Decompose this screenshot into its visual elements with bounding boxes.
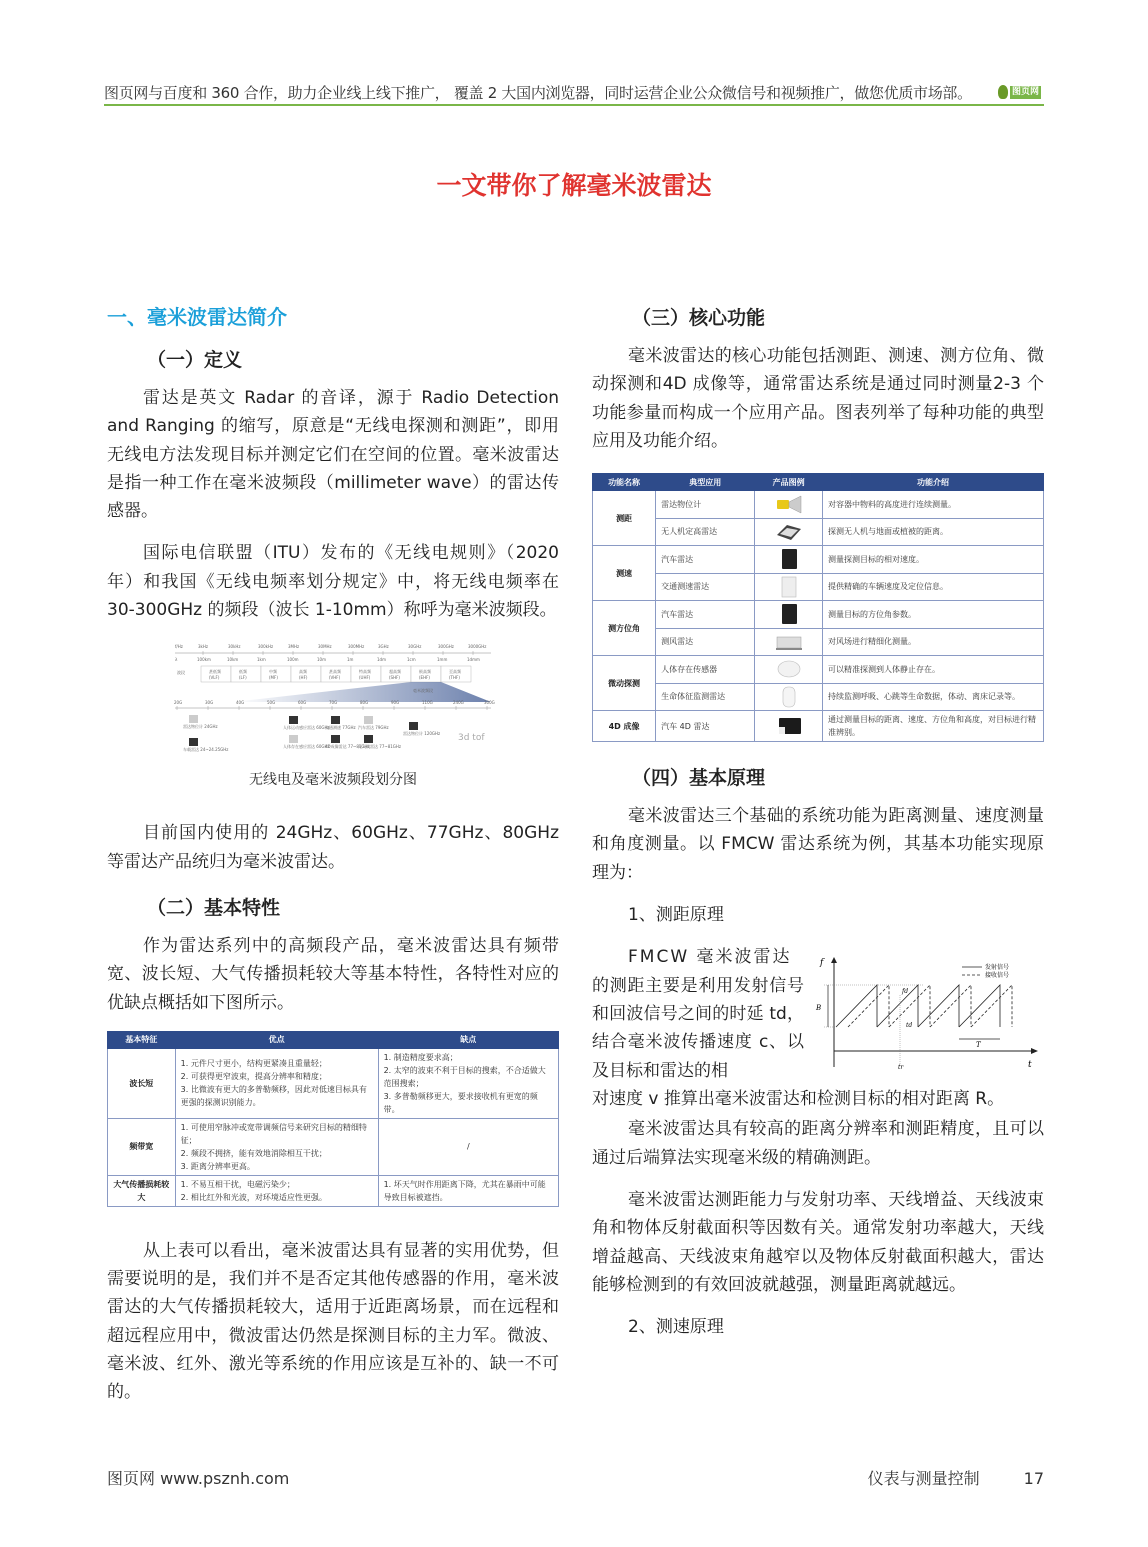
product-label: 人体运动感应雷达 60GHz [283,725,330,731]
meter-horn [789,496,801,513]
feature-cell: 频带宽 [108,1118,176,1175]
traffic-body [782,577,796,597]
paragraph-conclusion: 从上表可以看出，毫米波雷达具有显著的实用优势，但需要说明的是，我们并不是否定其他传感器的作用，毫米波雷达的大气传播损耗较大，适用于近距离场景，而在远程和超远程应用中，微波雷达仍然是探测目标的主力军。微波、毫米波、红外、激光等系统的作用应该是互补的、缺一不可的。 [107,1240,559,1403]
paragraph-radar-definition: 雷达是英文 Radar 的音译，源于 Radio Detection and Ranging 的缩写，原意是“无线电探测和测距”，即用无线电方法发现目标并测定它们在空间的位置。毫米波雷达是指一种工作在毫米波频段（millimeter wave）的雷达传感器。 [107,388,559,522]
product-icon [289,735,298,743]
freq-tick-label: 3GHz [378,644,389,650]
function-name-cell: 测距 [593,491,656,546]
product-icon [289,716,298,724]
table-row [593,683,1044,711]
logo-text: 图页网 [1012,86,1040,97]
legend-rx-label: 接收信号 [985,972,1010,980]
application-cell: 汽车 4D 雷达 [656,711,755,742]
fmcw-paragraph [592,943,804,1084]
car-radar-image [773,548,805,570]
band-name: 中频 [269,669,277,675]
application-cell: 无人机定高雷达 [656,518,755,546]
function-name-cell: 测速 [593,546,656,601]
application-cell: 生命体征监测雷达 [656,683,755,711]
product-image-cell [755,601,823,629]
pros-item: 2. 可获得更窄波束，提高分辨率和精度； [180,1072,327,1082]
table-row [593,711,1044,742]
mm-tick-label: 70G [329,700,338,706]
presence-sensor-image [773,658,805,680]
mmwave-highlight [233,682,491,702]
product-image-cell [755,518,823,546]
function-name-cell: 微动探测 [593,656,656,711]
application-cell: 交通测速雷达 [656,573,755,601]
subheading-definition: （一）定义 [147,349,243,371]
product-label: 4D成像雷达 77~81GHz [325,744,370,750]
rx-chirp [971,985,1012,1027]
table-row [593,518,1044,546]
label-fd: fd [902,988,909,996]
cons-cell [378,1175,558,1206]
product-image-cell [755,628,823,656]
table-row [593,601,1044,629]
radar-body [782,549,797,569]
vital-radar-image [773,686,805,708]
characteristics-table [107,1031,559,1207]
wind-base [776,648,802,650]
footer-site: 图页网 www.psznh.com [107,1469,290,1488]
product-image-cell [755,491,823,519]
description-cell: 测量目标的方位角参数。 [822,601,1043,629]
fmcw-text-last: 对速度 v 推算出毫米波雷达和检测目标的相对距离 R。 [592,1089,1005,1110]
article-title: 一文带你了解毫米波雷达 [436,171,712,200]
banner-text: 图页网与百度和 360 合作，助力企业线上线下推广， 覆盖 2 大国内浏览器，同时运营企业公众微信号和视频推广，做您优质市场部。 [104,84,972,102]
pros-item: 2. 频段不拥挤，能有效地消除相互干扰； [180,1148,327,1158]
table-row [593,546,1044,574]
figure-caption: 无线电及毫米波频段划分图 [249,772,417,789]
4d-radar-image [773,715,805,737]
band-label: 波段 [177,670,185,676]
level-meter-image [773,493,805,515]
lambda-label: λ [175,657,178,663]
traffic-radar-image [773,576,805,598]
wavelength-tick-label: 10km [227,657,239,663]
freq-tick-label: 3000GHz [468,644,487,650]
product-icon [409,722,418,730]
feature-cell: 波长短 [108,1048,176,1118]
band-name: 低频 [239,669,247,675]
band-name: 至高频 [449,669,461,675]
x-arrow [1031,1048,1038,1054]
sensor-disk [778,661,800,677]
label-td: td [906,1022,913,1030]
drone-radar-image [773,521,805,543]
product-icon [331,716,340,724]
product-label: 人体存在感应雷达 60GHz [283,744,330,750]
freq-tick-label: 300kHz [258,644,274,650]
col-header-cons: 缺点 [378,1031,558,1048]
pros-item: 3. 距离分辨率更高。 [180,1161,255,1171]
y-axis-label: f [820,958,824,969]
wavelength-tick-label: 1cm [407,657,416,663]
freq-tick-label: 30kHz [228,644,241,650]
band-name: 超高频 [389,669,401,675]
cons-cell [378,1118,558,1175]
band-code: (MF) [269,675,278,681]
application-cell: 汽车雷达 [656,546,755,574]
product-label: 雷达物位计 24GHz [183,724,218,730]
radar4d-port [779,727,785,734]
subheading-characteristics: （二）基本特性 [147,896,281,919]
cons-item: 2. 太窄的波束不利于目标的搜索，不合适做大范围搜索； [383,1065,546,1088]
pros-cell [175,1048,378,1118]
car-radar-image [773,603,805,625]
header-banner [104,82,1044,106]
footer-section: 仪表与测量控制 [867,1469,980,1488]
function-name-cell: 测方位角 [593,601,656,656]
paragraph-characteristics: 作为雷达系列中的高频段产品，毫米波雷达具有频带宽、波长短、大气传播损耗较大等基本特性，各特性对应的优缺点概括如下图所示。 [107,935,559,1013]
description-cell: 测量探测目标的相对速度。 [822,546,1043,574]
product-image-cell [755,711,823,742]
wavelength-tick-label: 100km [197,657,211,663]
application-cell: 测风雷达 [656,628,755,656]
mm-tick-label: 90G [391,700,400,706]
paragraph-precision: 毫米波雷达具有较高的距离分辨率和测距精度，且可以通过后端算法实现毫米级的精确测距。 [592,1119,1044,1168]
col-header-feature: 基本特征 [108,1031,176,1048]
fmcw-section [592,943,1044,1110]
mm-tick-label: 60G [298,700,307,706]
right-column [592,300,1044,1355]
table-row [593,628,1044,656]
band-code: (LF) [239,675,247,681]
table-row [108,1118,559,1175]
freq-tick-label: 30GHz [408,644,422,650]
fmcw-text-rest: 的测距主要是利用发射信号和回波信号之间的时延 td，结合毫米波传播速度 c、以及目标和雷达的相 [592,975,804,1081]
page-number: 17 [1023,1469,1044,1488]
paragraph-principles: 毫米波雷达三个基础的系统功能为距离测量、速度测量和角度测量。以 FMCW 雷达系统为例，其基本功能实现原理为： [592,806,1044,883]
pros-item: 1. 元件尺寸更小，结构更紧凑且重量轻； [180,1059,327,1069]
mm-tick-label: 80G [360,700,369,706]
description-cell: 提供精确的车辆速度及定位信息。 [822,573,1043,601]
mm-tick-label: 300G [484,700,495,706]
band-name: 甚高频 [329,669,341,675]
cons-item: 1. 坏天气时作用距离下降，尤其在暴雨中可能导致目标被遮挡。 [383,1179,546,1202]
pros-item: 1. 可使用窄脉冲或宽带调频信号来研究目标的精细特征； [180,1122,367,1145]
fmcw-chirp-diagram [814,955,1044,1073]
band-code: (THF) [449,675,460,681]
wavelength-tick-label: 1dm [377,657,386,663]
leaf-icon [998,85,1008,99]
mm-tick-label: 20G [174,700,183,706]
product-image-cell [755,573,823,601]
product-icon [189,715,198,723]
freq-axis-label: f/Hz [175,644,183,650]
band-code: (SHF) [389,675,400,681]
paragraph-itu: 国际电信联盟（ITU）发布的《无线电规则》（2020 年）和我国《无线电频率划分规定》中，将无线电频率在 30-300GHz 的频段（波长 1-10mm）称呼为毫米波频段。 [107,543,559,621]
fmcw-text-first: FMCW 毫米波雷达 [628,947,792,968]
label-T: T [976,1041,981,1050]
col-header-description: 功能介绍 [822,474,1043,491]
pros-cell [175,1175,378,1206]
mm-tick-label: 110G [422,700,433,706]
label-B: B [816,1004,822,1013]
table-row [108,1048,559,1118]
product-label: 无人机雷达 77~81GHz [358,744,402,750]
frequency-band-diagram [173,640,493,765]
product-icon [364,735,373,743]
left-column [107,300,559,1421]
subheading-core-functions: （三）核心功能 [632,307,766,329]
feature-cell: 大气传播损耗较大 [108,1175,176,1206]
band-code: (EHF) [419,675,430,681]
paragraph-core-functions: 毫米波雷达的核心功能包括测距、测速、测方位角、微动探测和4D 成像等，通常雷达系统是通过同时测量2-3 个功能参量而构成一个应用产品。图表列举了每种功能的典型应用及功能介绍。 [592,346,1044,451]
band-code: (VLF) [209,675,220,681]
mm-tick-label: 240G [453,700,464,706]
mmwave-label: 毫米波频段 [413,688,433,694]
pros-item: 2. 相比红外和光波，对环境适应性更强。 [180,1192,327,1202]
band-name: 特高频 [359,669,371,675]
frequency-band-figure [173,640,493,765]
tx-chirp [836,985,877,1027]
table-row [593,491,1044,519]
description-cell: 探测无人机与地面或植被的距离。 [822,518,1043,546]
mm-tick-label: 30G [205,700,214,706]
freq-tick-label: 300MHz [348,644,365,650]
table-row [593,656,1044,684]
radar-body [782,604,797,624]
freq-tick-label: 30MHz [318,644,332,650]
description-cell: 可以精准探测到人体静止存在。 [822,656,1043,684]
label-tr: tr [898,1064,904,1072]
product-image-cell [755,546,823,574]
product-image-cell [755,656,823,684]
item-velocity-principle: 2、测速原理 [628,1317,724,1338]
cons-item: 3. 多普勒频移更大，要求接收机有更宽的频带。 [383,1091,538,1114]
table-row [593,573,1044,601]
col-header-pros: 优点 [175,1031,378,1048]
wavelength-tick-label: 1dmm [467,657,480,663]
description-cell: 持续监测呼吸、心跳等生命数据，体动、离床记录等。 [822,683,1043,711]
product-label: 汽车雷达 79GHz [358,725,389,731]
cons-item: / [466,1142,470,1152]
paragraph-range-factors: 毫米波雷达测距能力与发射功率、天线增益、天线波束角和物体反射截面积等因数有关。通常发射功率越大，天线增益越高、天线波束角越窄以及物体反射截面积越大，雷达能够检测到的有效回波就越强，测量距离就越远。 [592,1189,1044,1295]
product-image-cell [755,683,823,711]
table-row [108,1175,559,1206]
product-label: 交通测速 77GHz [325,725,356,731]
site-logo[interactable] [998,83,1042,101]
footer-right [868,1466,1044,1489]
band-name: 甚低频 [209,669,221,675]
pros-cell [175,1118,378,1175]
description-cell: 对风场进行精细化测量。 [822,628,1043,656]
wind-box [777,637,801,648]
application-cell: 汽车雷达 [656,601,755,629]
application-cell: 雷达物位计 [656,491,755,519]
function-name-cell: 4D 成像 [593,711,656,742]
product-label: 车载雷达 24~24.25GHz [183,747,229,753]
band-code: (VHF) [329,675,341,681]
subheading-principles: （四）基本原理 [632,767,766,790]
wind-radar-image [773,631,805,653]
paragraph-products: 目前国内使用的 24GHz、60GHz、77GHz、80GHz 等雷达产品统归为毫米波雷达。 [107,823,559,872]
band-code: (UHF) [359,675,371,681]
vital-body [783,687,795,707]
band-name: 高频 [299,669,307,675]
legend-tx-label: 发射信号 [985,964,1010,972]
product-icon [331,735,340,743]
section-heading-intro: 一、毫米波雷达简介 [107,305,287,329]
pros-item: 3. 比微波有更大的多普勒频移，因此对低速目标具有更强的探测识别能力。 [180,1085,367,1108]
band-code: (HF) [299,675,308,681]
freq-tick-label: 3kHz [198,644,208,650]
pros-item: 1. 不易互相干扰，电磁污染少； [180,1179,295,1189]
cons-cell [378,1048,558,1118]
wavelength-tick-label: 100m [287,657,299,663]
functions-table [592,473,1044,742]
description-cell: 通过测量目标的距离、速度、方位角和高度，对目标进行精准辨别。 [822,711,1043,742]
mm-tick-label: 40G [236,700,245,706]
watermark: 3d tof [458,733,485,744]
col-header-application: 典型应用 [656,474,755,491]
wavelength-tick-label: 1mm [437,657,448,663]
wavelength-tick-label: 1km [257,657,266,663]
application-cell: 人体存在传感器 [656,656,755,684]
freq-tick-label: 300GHz [438,644,454,650]
y-arrow [831,957,837,963]
description-cell: 对容器中物料的高度进行连续测量。 [822,491,1043,519]
wavelength-tick-label: 1m [347,657,354,663]
wavelength-tick-label: 10m [317,657,326,663]
x-axis-label: t [1028,1060,1032,1071]
freq-tick-label: 3MHz [288,644,300,650]
band-name: 极高频 [419,669,431,675]
cons-item: 1. 制造精度要求高； [383,1052,458,1062]
meter-body [777,500,789,509]
item-ranging-principle: 1、测距原理 [628,905,724,926]
mm-tick-label: 50G [267,700,276,706]
product-icon [364,716,373,724]
product-label: 雷达物位计 120GHz [403,731,441,737]
product-icon [189,738,198,746]
col-header-function: 功能名称 [593,474,656,491]
col-header-product: 产品图例 [755,474,823,491]
